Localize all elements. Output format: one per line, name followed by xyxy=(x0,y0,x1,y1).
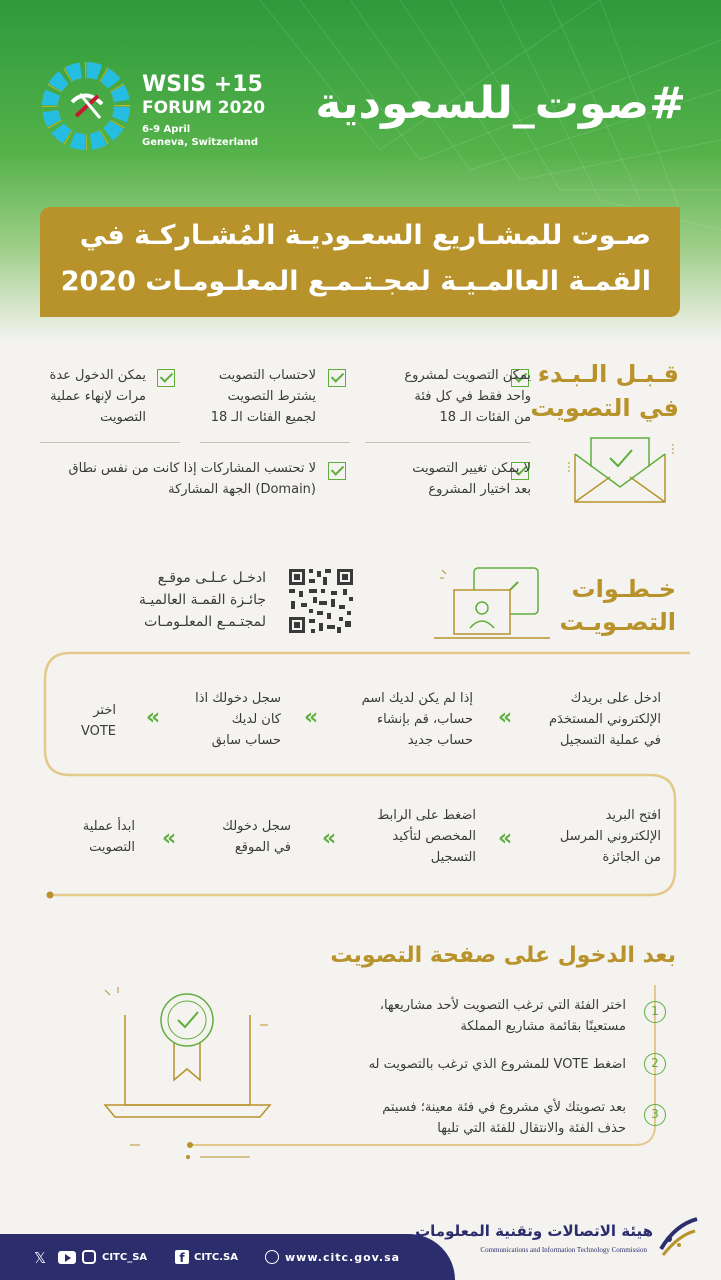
instagram-icon[interactable] xyxy=(82,1250,96,1264)
divider xyxy=(200,442,350,443)
after-step-1: اختر الفئة التي ترغب التصويت لأحد مشاريعها، مستعينًا بقائمة مشاريع المملكة xyxy=(379,998,626,1034)
chevron-left-icon: « xyxy=(162,826,177,851)
before-voting-title-line1: قـبـل الـبـدء xyxy=(537,360,679,388)
website-link[interactable]: www.citc.gov.sa xyxy=(285,1251,401,1264)
step-1: ادخل على بريدك الإلكتروني المستخدَم في عملية التسجيل xyxy=(549,691,661,748)
hashtag-title: #صوت_للسعودية xyxy=(315,78,686,129)
step-number-badge: 1 xyxy=(644,1001,666,1023)
youtube-icon[interactable] xyxy=(58,1251,76,1264)
chevron-left-icon: « xyxy=(322,826,337,851)
divider xyxy=(365,442,530,443)
step-3: سجل دخولك اذا كان لديك حساب سابق xyxy=(195,691,281,748)
social-handle-2[interactable]: CITC.SA xyxy=(194,1252,238,1263)
chevron-left-icon: « xyxy=(304,705,319,730)
chevron-left-icon: « xyxy=(146,705,161,730)
org-name-ar: هيئة الاتصالات وتقنية المعلومات xyxy=(415,1222,653,1240)
twitter-icon[interactable]: 𝕏 xyxy=(34,1249,47,1267)
banner-line1: صـوت للمشـاريع السعـوديـة المُشـاركـة في xyxy=(79,220,651,251)
wsis-logo-ring-icon xyxy=(40,60,132,152)
step-8: ابدأ عملية التصويت xyxy=(82,819,135,855)
logo-place: Geneva, Switzerland xyxy=(142,137,259,148)
before-voting-title-line2: في التصويت xyxy=(530,394,679,422)
chevron-left-icon: « xyxy=(498,705,513,730)
after-step-2: اضغط VOTE للمشروع الذي ترغب بالتصويت له xyxy=(368,1057,626,1072)
before-item-1: يمكن التصويت لمشروع واحد فقط في كل فئة من الفئات الـ 18 xyxy=(404,368,531,425)
visit-site-text: ادخـل عـلـى موقـع جائـزة القمـة العالميـة لمجتـمـع المعلـومـات xyxy=(138,570,266,630)
after-login-title: بعد الدخول على صفحة التصويت xyxy=(330,943,676,968)
check-icon xyxy=(328,462,346,480)
social-handle-1[interactable]: CITC_SA xyxy=(102,1252,148,1263)
step-number-badge: 2 xyxy=(644,1053,666,1075)
after-step-3: بعد تصويتك لأي مشروع في فئة معينة؛ فسيتم حذف الفئة والانتقال للفئة التي تليها xyxy=(382,1100,626,1136)
logo-title-line1: WSIS +15 xyxy=(142,72,263,97)
voting-steps-title-line2: التصـويـت xyxy=(559,608,676,636)
logo-title-line2: FORUM 2020 xyxy=(142,98,266,118)
facebook-icon[interactable]: f xyxy=(175,1250,189,1264)
qr-code-icon[interactable] xyxy=(287,567,355,635)
before-item-5: لا تحتسب المشاركات إذا كانت من نفس نطاق (Domain) الجهة المشاركة xyxy=(68,461,316,497)
citc-logo-icon xyxy=(655,1215,701,1261)
monitor-user-check-icon xyxy=(432,560,552,645)
before-item-4: لا يمكن تغيير التصويت بعد اختيار المشروع xyxy=(412,461,531,497)
step-2: إذا لم يكن لديك اسم حساب، قم بإنشاء حساب جديد xyxy=(361,691,473,748)
step-5: افتح البريد الإلكتروني المرسل من الجائزة xyxy=(559,808,661,865)
divider xyxy=(40,442,180,443)
org-name-en: Communications and Information Technology Commission xyxy=(480,1246,647,1254)
globe-icon xyxy=(265,1250,279,1264)
voting-steps-title-line1: خـطـوات xyxy=(571,575,676,603)
chevron-left-icon: « xyxy=(498,826,513,851)
envelope-check-icon xyxy=(565,432,675,512)
step-6: اضغط على الرابط المخصص لتأكيد التسجيل xyxy=(377,808,476,865)
step-4: اختر VOTE xyxy=(80,703,116,739)
before-item-3: يمكن الدخول عدة مرات لإنهاء عملية التصويت xyxy=(49,368,146,425)
before-item-2: لاحتساب التصويت يشترط التصويت لجميع الفئات الـ 18 xyxy=(210,368,316,425)
step-number-badge: 3 xyxy=(644,1104,666,1126)
check-icon xyxy=(328,369,346,387)
banner-line2: القمـة العالمـيـة لمجـتـمـع المعلـومـات 2020 xyxy=(60,266,651,297)
logo-date: 6-9 April xyxy=(142,124,191,135)
step-7: سجل دخولك في الموقع xyxy=(222,819,291,855)
check-icon xyxy=(157,369,175,387)
